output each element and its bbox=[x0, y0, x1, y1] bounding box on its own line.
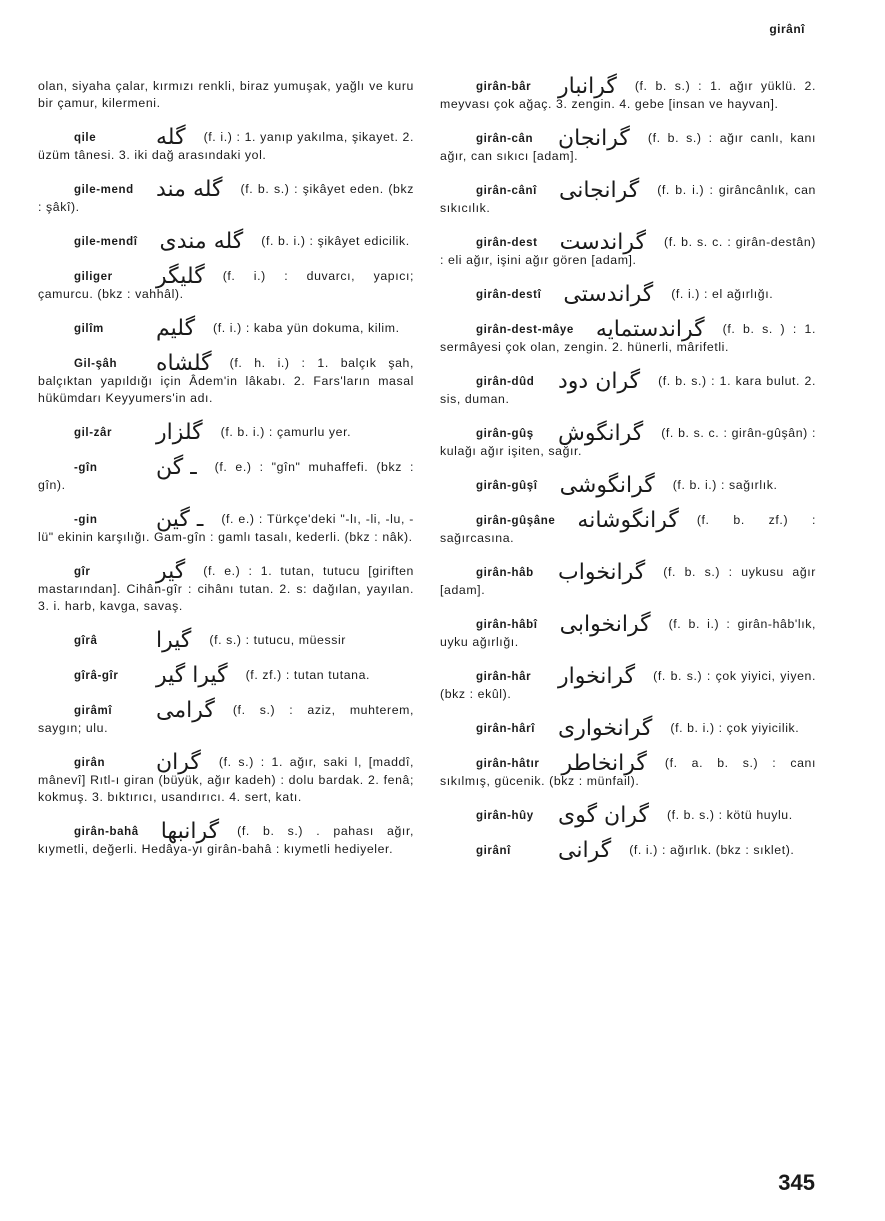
entry-arabic-script: گران bbox=[156, 750, 201, 775]
dictionary-entry bbox=[440, 838, 816, 863]
entry-headword: girân-cân bbox=[476, 133, 534, 145]
entry-headword: giliger bbox=[74, 271, 113, 283]
entry-headword: qile bbox=[74, 132, 97, 144]
entry-headword: -gin bbox=[74, 514, 98, 526]
entry-headword: -gîn bbox=[74, 462, 98, 474]
entry-headword: girân-hâtır bbox=[476, 758, 540, 770]
entry-definition: (f. e.) : Türkçe'deki "-lı, -li, -lu, -lü" ekinin karşılığı. Gam-gîn : gamlı tasalı, kederli. (bkz : nâk). bbox=[38, 512, 414, 544]
entry-definition: (f. b. s. ) : 1. sermâyesi çok olan, zengin. 2. hünerli, mârifetli. bbox=[440, 322, 816, 354]
entry-definition: (f. s.) : 1. ağır, saki l, [maddî, mânevî] Rıtl-ı giran (büyük, ağır kadeh) : dolu bardak. 2. fenâ; kokmuş. 3. bıktırıcı, usandırıcı. 4. sert, katı. bbox=[38, 755, 414, 804]
entry-arabic-script: گرانجانی bbox=[558, 178, 640, 203]
entry-definition: (f. i.) : duvarcı, yapıcı; çamurcu. (bkz : vahhâl). bbox=[38, 269, 414, 301]
right-column bbox=[440, 74, 816, 877]
entry-headword: girân-hâb bbox=[476, 567, 534, 579]
entry-arabic-script: گرانبها bbox=[160, 819, 220, 844]
entry-headword: girân-bâr bbox=[476, 81, 532, 93]
entry-arabic-script: گران گوی bbox=[558, 803, 649, 828]
dictionary-entry bbox=[38, 750, 414, 806]
entry-arabic-script: گراندستمایه bbox=[595, 317, 705, 342]
dictionary-entry bbox=[440, 560, 816, 599]
entry-arabic-script: گرانی bbox=[558, 838, 612, 863]
dictionary-entry bbox=[440, 74, 816, 113]
entry-arabic-script: گیرا گیر bbox=[156, 663, 228, 688]
dictionary-entry bbox=[440, 508, 816, 547]
dictionary-entry bbox=[38, 663, 414, 688]
entry-headword: girân-hârî bbox=[476, 723, 536, 735]
entry-headword: girân bbox=[74, 757, 106, 769]
dictionary-entry bbox=[440, 612, 816, 651]
entry-definition: olan, siyaha çalar, kırmızı renkli, biraz yumuşak, yağlı ve kuru bir çamur, kilermeni. bbox=[38, 79, 414, 110]
dictionary-entry bbox=[440, 282, 816, 307]
entry-headword: Gil-şâh bbox=[74, 358, 118, 370]
entry-arabic-script: گله مند bbox=[156, 177, 223, 202]
page-number: 345 bbox=[778, 1170, 815, 1195]
entry-definition: (f. zf.) : tutan tutana. bbox=[245, 668, 371, 682]
entry-headword: girân-bahâ bbox=[74, 826, 139, 838]
dictionary-entry bbox=[440, 421, 816, 460]
entry-headword: girânî bbox=[476, 845, 511, 857]
entry-definition: (f. s.) : tutucu, müessir bbox=[209, 633, 347, 647]
entry-definition: (f. b. s.) : şikâyet eden. (bkz : şâkî). bbox=[38, 182, 414, 214]
entry-headword: girân-hûy bbox=[476, 810, 534, 822]
entry-definition: (f. b. i.) : girân-hâb'lık, uyku ağırlığı. bbox=[440, 617, 816, 649]
entry-arabic-script: گله مندی bbox=[159, 229, 244, 254]
entry-definition: (f. h. i.) : 1. balçık şah, balçıktan yapıldığı için Âdem'in lâkabı. 2. Fars'ların masal hükümdarı Keyyumers'in adı. bbox=[38, 356, 414, 405]
dictionary-entry bbox=[38, 559, 414, 615]
entry-headword: girân-hâr bbox=[476, 671, 532, 683]
entry-arabic-script: گیر bbox=[156, 559, 186, 584]
entry-definition: (f. a. b. s.) : canı sıkılmış, gücenik. (bkz : münfail). bbox=[440, 756, 816, 788]
entry-headword: gîrâ-gîr bbox=[74, 670, 119, 682]
entry-definition: (f. b. s.) : 1. kara bulut. 2. sis, duman. bbox=[440, 374, 816, 406]
dictionary-entry bbox=[38, 229, 414, 254]
dictionary-entry bbox=[38, 698, 414, 737]
entry-definition: (f. i.) : el ağırlığı. bbox=[671, 287, 774, 301]
entry-definition: (f. b. s.) . pahası ağır, kıymetli, değerli. Hedâya-yı girân-bahâ : kıymetli hediyeler. bbox=[38, 824, 414, 856]
entry-definition: (f. i.) : 1. yanıp yakılma, şikayet. 2. üzüm tânesi. 3. iki dağ arasındaki yol. bbox=[38, 130, 414, 162]
entry-arabic-script: گرانخاطر bbox=[561, 751, 647, 776]
entry-definition: (f. e.) : "gîn" muhaffefi. (bkz : gîn). bbox=[38, 460, 414, 492]
dictionary-entry bbox=[38, 455, 414, 494]
entry-arabic-script: گرانخوابی bbox=[559, 612, 651, 637]
entry-arabic-script: گرانبار bbox=[558, 74, 617, 99]
entry-headword: girâmî bbox=[74, 705, 113, 717]
entry-headword: girân-dest bbox=[476, 237, 538, 249]
entry-arabic-script: گرانگوش bbox=[558, 421, 644, 446]
entry-headword: girân-dest-mâye bbox=[476, 324, 574, 336]
left-column bbox=[38, 78, 414, 875]
dictionary-entry bbox=[38, 125, 414, 164]
dictionary-entry bbox=[38, 819, 414, 858]
dictionary-entry bbox=[440, 126, 816, 165]
entry-headword: gile-mendî bbox=[74, 236, 138, 248]
entry-definition: (f. b. i.) : şikâyet edicilik. bbox=[261, 234, 410, 248]
entry-arabic-script: ـ گن bbox=[156, 455, 197, 480]
entry-arabic-script: گراندست bbox=[559, 230, 647, 255]
entry-arabic-script: گله bbox=[156, 125, 186, 150]
entry-definition: (f. b. zf.) : sağırcasına. bbox=[440, 513, 816, 545]
dictionary-entry bbox=[38, 507, 414, 546]
entry-arabic-script: گیرا bbox=[156, 628, 192, 653]
entry-arabic-script: گرانخوار bbox=[558, 664, 636, 689]
dictionary-entry bbox=[440, 178, 816, 217]
entry-definition: (f. b. s.) : kötü huylu. bbox=[666, 808, 793, 822]
entry-definition: (f. b. i.) : girâncânlık, can sıkıcılık. bbox=[440, 183, 816, 215]
entry-arabic-script: گرانخواری bbox=[558, 716, 653, 741]
entry-definition: (f. b. s.) : ağır canlı, kanı ağır, can sıkıcı [adam]. bbox=[440, 131, 816, 163]
entry-headword: girân-destî bbox=[476, 289, 542, 301]
entry-arabic-script: گران دود bbox=[558, 369, 641, 394]
entry-headword: girân-hâbî bbox=[476, 619, 538, 631]
dictionary-entry bbox=[38, 351, 414, 407]
dictionary-entry bbox=[38, 78, 414, 112]
entry-definition: (f. b. s. c. : girân-destân) : eli ağır, işini ağır gören [adam]. bbox=[440, 235, 816, 267]
entry-definition: (f. b. i.) : sağırlık. bbox=[672, 478, 778, 492]
entry-definition: (f. b. s.) : 1. ağır yüklü. 2. meyvası çok ağaç. 3. zengin. 4. gebe [insan ve hayvan]. bbox=[440, 79, 816, 111]
entry-headword: girân-gûşâne bbox=[476, 515, 556, 527]
entry-definition: (f. i.) : kaba yün dokuma, kilim. bbox=[213, 321, 400, 335]
entry-headword: gil-zâr bbox=[74, 427, 113, 439]
entry-arabic-script: گرامی bbox=[156, 698, 215, 723]
entry-headword: girân-cânî bbox=[476, 185, 537, 197]
dictionary-entry bbox=[440, 369, 816, 408]
entry-headword: girân-dûd bbox=[476, 376, 535, 388]
dictionary-entry bbox=[38, 420, 414, 445]
dictionary-entry bbox=[38, 177, 414, 216]
entry-arabic-script: ـ گین bbox=[156, 507, 204, 532]
entry-arabic-script: گرانگوشی bbox=[559, 473, 655, 498]
dictionary-entry bbox=[38, 316, 414, 341]
entry-arabic-script: گلزار bbox=[156, 420, 203, 445]
entry-definition: (f. b. s. c. : girân-gûşân) : kulağı ağır işiten, sağır. bbox=[440, 426, 816, 458]
entry-definition: (f. b. i.) : çok yiyicilik. bbox=[670, 721, 800, 735]
entry-definition: (f. b. s.) : uykusu ağır [adam]. bbox=[440, 565, 816, 597]
entry-definition: (f. b. i.) : çamurlu yer. bbox=[220, 425, 352, 439]
entry-definition: (f. s.) : aziz, muhterem, saygın; ulu. bbox=[38, 703, 414, 735]
entry-arabic-script: گلیگر bbox=[156, 264, 205, 289]
entry-arabic-script: گرانجان bbox=[558, 126, 630, 151]
entry-arabic-script: گراندستی bbox=[563, 282, 654, 307]
entry-headword: gilîm bbox=[74, 323, 104, 335]
dictionary-entry bbox=[38, 264, 414, 303]
entry-arabic-script: گلشاه bbox=[156, 351, 212, 376]
entry-arabic-script: گرانگوشانه bbox=[577, 508, 679, 533]
dictionary-entry bbox=[440, 716, 816, 741]
entry-arabic-script: گرانخواب bbox=[558, 560, 646, 585]
entry-headword: gîr bbox=[74, 566, 91, 578]
entry-definition: (f. b. s.) : çok yiyici, yiyen. (bkz : ekûl). bbox=[440, 669, 816, 701]
dictionary-entry bbox=[440, 751, 816, 790]
dictionary-entry bbox=[38, 628, 414, 653]
entry-definition: (f. e.) : 1. tutan, tutucu [giriften mastarından]. Cihân-gîr : cihânı tutan. 2. s: dağılan, yayılan. 3. i. harb, kavga, savaş. bbox=[38, 564, 414, 613]
running-head: girânî bbox=[769, 22, 805, 36]
dictionary-entry bbox=[440, 803, 816, 828]
dictionary-entry bbox=[440, 230, 816, 269]
dictionary-entry bbox=[440, 473, 816, 498]
entry-headword: girân-gûşî bbox=[476, 480, 538, 492]
entry-headword: girân-gûş bbox=[476, 428, 534, 440]
entry-headword: gîrâ bbox=[74, 635, 98, 647]
entry-headword: gile-mend bbox=[74, 184, 134, 196]
dictionary-entry bbox=[440, 317, 816, 356]
dictionary-entry bbox=[440, 664, 816, 703]
entry-definition: (f. i.) : ağırlık. (bkz : sıklet). bbox=[629, 843, 795, 857]
entry-arabic-script: گلیم bbox=[156, 316, 196, 341]
